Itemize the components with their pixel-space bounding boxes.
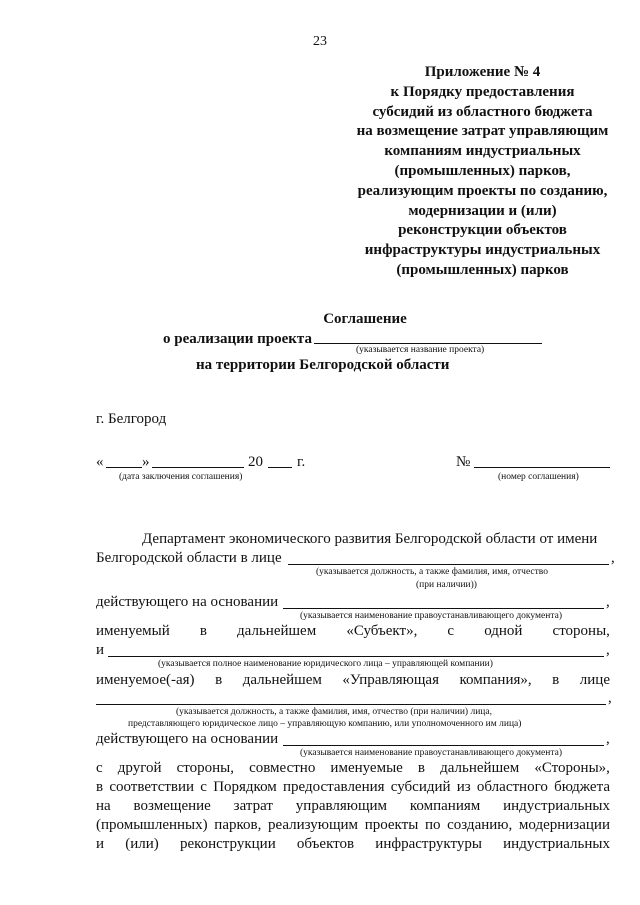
- final-line-2: [96, 779, 610, 796]
- body-word: с: [96, 760, 103, 776]
- body-word: «Субъект»,: [346, 623, 418, 639]
- body-word: (или): [125, 836, 159, 852]
- final-line-4: [96, 817, 610, 834]
- body-word: другой: [117, 760, 162, 776]
- body-word: индустриальных: [503, 798, 610, 814]
- hint-position-1: (указывается должность, а также фамилия, имя, отчество: [316, 567, 548, 577]
- basis-blank-2: [283, 745, 604, 746]
- body-word: объектов: [296, 836, 355, 852]
- body-word: в: [199, 623, 207, 639]
- body-word: бюджета: [554, 779, 610, 795]
- project-hint: (указывается название проекта): [356, 345, 485, 355]
- body-word: в: [215, 672, 223, 688]
- body-word: лице: [579, 672, 610, 688]
- body-word: компаниям: [409, 798, 481, 814]
- number-label: №: [456, 454, 471, 470]
- body-word: «Стороны»,: [534, 760, 610, 776]
- appendix-line: (промышленных) парков: [396, 261, 569, 278]
- appendix-header: [280, 63, 640, 281]
- body-word: компания»,: [459, 672, 532, 688]
- body-word: созданию,: [447, 817, 513, 833]
- body-line-1: Департамент экономического развития Белгородской области от имени: [142, 531, 598, 547]
- body-word: соответствии: [109, 779, 195, 795]
- body-word: дальнейшем: [242, 672, 322, 688]
- named-subject-line: [96, 623, 610, 640]
- final-line-3: [96, 798, 610, 815]
- appendix-line: субсидий из областного бюджета: [372, 103, 593, 120]
- project-name-blank: [314, 343, 542, 344]
- project-prefix: о реализации проекта: [163, 331, 312, 347]
- body-word: совместно: [249, 760, 316, 776]
- body-word: и: [96, 836, 105, 852]
- body-word: дальнейшем: [237, 623, 317, 639]
- body-word: дальнейшем: [440, 760, 520, 776]
- comma: ,: [606, 594, 610, 610]
- representative-company-blank: [96, 704, 606, 705]
- date-hint: (дата заключения соглашения): [119, 472, 243, 482]
- date-close-quote: »: [142, 454, 150, 470]
- appendix-line: (промышленных) парков,: [394, 162, 571, 179]
- and-word: и: [96, 642, 105, 658]
- comma: ,: [606, 731, 610, 747]
- final-line-1: [96, 760, 610, 777]
- body-word: индустриальных: [503, 836, 610, 852]
- date-year-suffix: г.: [297, 454, 306, 470]
- appendix-line: Приложение № 4: [424, 64, 541, 80]
- hint-representative-2: представляющего юридическое лицо – управляющую компанию, или уполномоченного им лица): [128, 719, 522, 729]
- agreement-title: Соглашение: [323, 311, 407, 327]
- body-word: управляющим: [295, 798, 388, 814]
- appendix-line: реконструкции объектов: [398, 222, 567, 239]
- body-word: модернизации: [518, 817, 610, 833]
- comma: ,: [608, 690, 612, 706]
- body-word: из: [456, 779, 471, 795]
- hint-document-2: (указывается наименование правоустанавливающего документа): [300, 748, 562, 758]
- appendix-line: инфраструктуры индустриальных: [364, 242, 601, 259]
- appendix-line: компаниям индустриальных: [384, 143, 581, 160]
- named-company-line: [96, 672, 610, 689]
- comma: ,: [606, 642, 610, 658]
- body-word: субсидий: [390, 779, 451, 795]
- appendix-line: на возмещение затрат управляющим: [356, 123, 609, 140]
- body-word: предоставления: [283, 779, 385, 795]
- date-year-prefix: 20: [248, 454, 263, 470]
- body-word: Порядком: [213, 779, 277, 795]
- body-word: одной: [484, 623, 523, 639]
- final-line-5: [96, 836, 610, 853]
- appendix-line: к Порядку предоставления: [390, 83, 575, 100]
- body-word: стороны,: [176, 760, 234, 776]
- comma: ,: [611, 550, 615, 566]
- body-word: именуемый: [96, 623, 170, 639]
- body-word: именуемые: [330, 760, 403, 776]
- body-word: с: [200, 779, 207, 795]
- body-word: реконструкции: [179, 836, 276, 852]
- date-year-blank: [268, 467, 292, 468]
- body-word: именуемое(-ая): [96, 672, 195, 688]
- body-word: парков,: [214, 817, 262, 833]
- body-word: инфраструктуры: [375, 836, 482, 852]
- appendix-line: реализующим проекты по созданию,: [357, 182, 608, 199]
- acting-basis-2: действующего на основании: [96, 731, 279, 747]
- number-hint: (номер соглашения): [498, 472, 579, 482]
- appendix-line: модернизации и (или): [408, 202, 557, 219]
- body-word: в: [552, 672, 560, 688]
- representative-blank: [288, 564, 609, 565]
- territory-line: на территории Белгородской области: [196, 357, 450, 373]
- hint-position-2: (при наличии)): [416, 580, 477, 590]
- body-word: реализующим: [268, 817, 359, 833]
- body-word: областного: [476, 779, 548, 795]
- hint-company: (указывается полное наименование юридического лица – управляющей компании): [158, 659, 493, 669]
- body-word: возмещение: [133, 798, 211, 814]
- body-word: с: [447, 623, 455, 639]
- body-word: (промышленных): [96, 817, 208, 833]
- acting-basis-1: действующего на основании: [96, 594, 279, 610]
- hint-document-1: (указывается наименование правоустанавливающего документа): [300, 611, 562, 621]
- hint-representative-1: (указывается должность, а также фамилия, имя, отчество (при наличии) лица,: [176, 707, 492, 717]
- number-blank: [474, 467, 610, 468]
- date-month-blank: [152, 467, 244, 468]
- body-word: в: [417, 760, 426, 776]
- body-line-2-prefix: Белгородской области в лице: [96, 550, 282, 566]
- basis-blank-1: [283, 608, 604, 609]
- place-of-signing: г. Белгород: [96, 411, 167, 427]
- date-day-blank: [106, 467, 142, 468]
- company-blank: [108, 656, 604, 657]
- date-open-quote: «: [96, 454, 104, 470]
- body-word: проекты: [364, 817, 419, 833]
- body-word: затрат: [233, 798, 273, 814]
- body-word: стороны,: [552, 623, 610, 639]
- body-word: по: [424, 817, 441, 833]
- body-word: «Управляющая: [342, 672, 439, 688]
- body-word: в: [96, 779, 104, 795]
- page-number: 23: [313, 34, 327, 49]
- body-word: на: [96, 798, 111, 814]
